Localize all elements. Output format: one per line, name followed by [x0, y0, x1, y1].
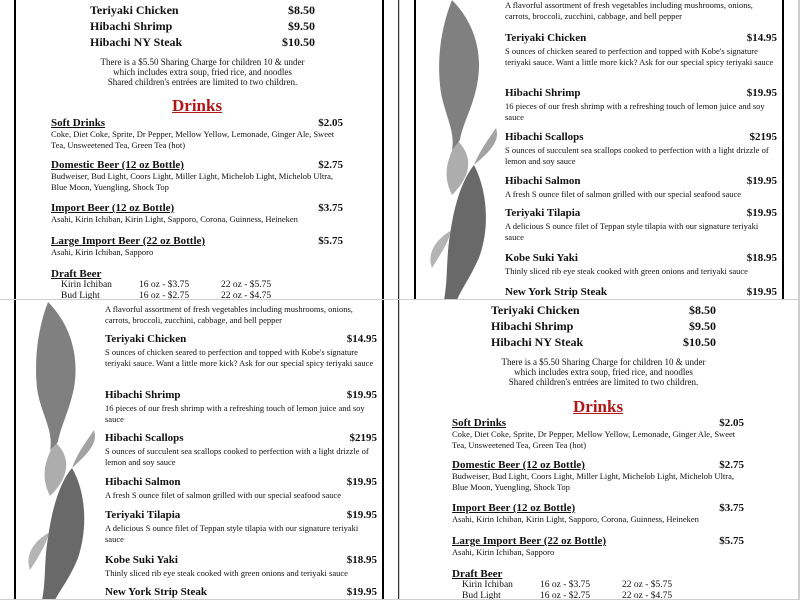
menu-item: Teriyaki Chicken $14.95 S ounces of chicken seared to perfection and topped with Kobe's signature teriyaki sauce. Want a little more kick? Ask for our special spicy teriyaki sauce — [505, 32, 777, 67]
drink-large-import: Large Import Beer (22 oz Bottle) $5.75 Asahi, Kirin Ichiban, Sapporo — [51, 235, 343, 257]
menu-item: Kobe Suki Yaki $18.95 Thinly sliced rib eye steak cooked with green onions and teriyaki sauce — [105, 554, 377, 578]
menu-item: Hibachi Scallops $2195 S ounces of succulent sea scallops cooked to perfection with a light drizzle of lemon and soy sauce — [505, 131, 777, 166]
kids-item: Hibachi NY Steak $10.50 — [491, 335, 716, 349]
koi-fish-illustration — [20, 300, 100, 599]
kids-item: Hibachi Shrimp $9.50 — [90, 19, 315, 33]
drink-soft: Soft Drinks $2.05 Coke, Diet Coke, Sprite, Dr Pepper, Mellow Yellow, Lemonade, Ginger Ale, Sweet Tea, Unsweetened Tea, Green Tea (hot) — [51, 117, 343, 150]
drink-draft: Draft Beer Kirin Ichiban 16 oz - $3.75 22 oz - $5.75 Bud Light 16 oz - $2.75 22 oz - $4.75 — [452, 568, 744, 599]
menu-item: Teriyaki Chicken $14.95 S ounces of chicken seared to perfection and topped with Kobe's signature teriyaki sauce. Want a little more kick? Ask for our special spicy teriyaki sauce — [105, 333, 377, 368]
menu-page-bottom-right — [400, 300, 798, 599]
koi-fish-illustration — [422, 0, 502, 299]
menu-item: Hibachi Scallops $2195 S ounces of succulent sea scallops cooked to perfection with a light drizzle of lemon and soy sauce — [105, 432, 377, 467]
kids-item: Teriyaki Chicken $8.50 — [491, 303, 716, 317]
kids-item: Hibachi NY Steak $10.50 — [90, 35, 315, 49]
menu-item-vegetables: A flavorful assortment of fresh vegetables including mushrooms, onions, carrots, broccoli, zucchini, cabbage, and bell pepper — [505, 0, 753, 21]
menu-page-bottom-left — [0, 300, 399, 599]
drinks-heading: Drinks — [573, 397, 624, 416]
drink-domestic: Domestic Beer (12 oz Bottle) $2.75 Budweiser, Bud Light, Coors Light, Miller Light, Michelob Light, Michelob Ultra, Blue Moon, Yuengling, Shock Top — [452, 459, 744, 492]
menu-item: New York Strip Steak $19.95 — [105, 586, 377, 598]
menu-item: Teriyaki Tilapia $19.95 A delicious S ounce filet of Teppan style tilapia with our signature teriyaki sauce — [105, 509, 377, 544]
menu-item: Hibachi Salmon $19.95 A fresh S ounce filet of salmon grilled with our special seafood sauce — [505, 175, 777, 199]
menu-item: Hibachi Shrimp $19.95 16 pieces of our fresh shrimp with a refreshing touch of lemon juice and soy sauce — [505, 87, 777, 122]
menu-item-vegetables: A flavorful assortment of fresh vegetables including mushrooms, onions, carrots, broccoli, zucchini, cabbage, and bell pepper — [105, 304, 353, 325]
drink-large-import: Large Import Beer (22 oz Bottle) $5.75 Asahi, Kirin Ichiban, Sapporo — [452, 535, 744, 557]
menu-item: Hibachi Salmon $19.95 A fresh S ounce filet of salmon grilled with our special seafood sauce — [105, 476, 377, 500]
kids-item: Hibachi Shrimp $9.50 — [491, 319, 716, 333]
kids-menu — [90, 3, 315, 87]
menu-item: Teriyaki Tilapia $19.95 A delicious S ounce filet of Teppan style tilapia with our signature teriyaki sauce — [505, 207, 777, 242]
drink-draft: Draft Beer Kirin Ichiban 16 oz - $3.75 22 oz - $5.75 Bud Light 16 oz - $2.75 22 oz - $4.75 — [51, 268, 343, 299]
draft-row: Kirin Ichiban 16 oz - $3.75 22 oz - $5.75 — [61, 280, 272, 290]
draft-row: Bud Light 16 oz - $2.75 22 oz - $4.75 — [61, 291, 272, 299]
menu-item: Kobe Suki Yaki $18.95 Thinly sliced rib eye steak cooked with green onions and teriyaki sauce — [505, 252, 777, 276]
drink-soft: Soft Drinks $2.05 Coke, Diet Coke, Sprite, Dr Pepper, Mellow Yellow, Lemonade, Ginger Ale, Sweet Tea, Unsweetened Tea, Green Tea (hot) — [452, 417, 744, 450]
drink-import: Import Beer (12 oz Bottle) $3.75 Asahi, Kirin Ichiban, Kirin Light, Sapporo, Corona, Guinness, Heineken — [51, 202, 343, 224]
menu-item: New York Strip Steak $19.95 — [505, 286, 777, 298]
draft-row: Bud Light 16 oz - $2.75 22 oz - $4.75 — [462, 591, 673, 599]
menu-page-top-left — [0, 0, 399, 299]
kids-menu — [491, 303, 716, 387]
menu-item: Hibachi Shrimp $19.95 16 pieces of our fresh shrimp with a refreshing touch of lemon juice and soy sauce — [105, 389, 377, 424]
drink-import: Import Beer (12 oz Bottle) $3.75 Asahi, Kirin Ichiban, Kirin Light, Sapporo, Corona, Guinness, Heineken — [452, 502, 744, 524]
draft-row: Kirin Ichiban 16 oz - $3.75 22 oz - $5.75 — [462, 580, 673, 590]
sharing-note: There is a $5.50 Sharing Charge for children 10 & under which includes extra soup, fried rice, and noodles Shared children's entrées are limited to two children. — [501, 357, 706, 387]
drink-domestic: Domestic Beer (12 oz Bottle) $2.75 Budweiser, Bud Light, Coors Light, Miller Light, Michelob Light, Michelob Ultra, Blue Moon, Yuengling, Shock Top — [51, 159, 343, 192]
kids-item: Teriyaki Chicken $8.50 — [90, 3, 315, 17]
drinks-heading: Drinks — [172, 96, 223, 115]
menu-page-top-right — [400, 0, 798, 299]
sharing-note: There is a $5.50 Sharing Charge for children 10 & under which includes extra soup, fried rice, and noodles Shared children's entrées are limited to two children. — [100, 57, 305, 87]
